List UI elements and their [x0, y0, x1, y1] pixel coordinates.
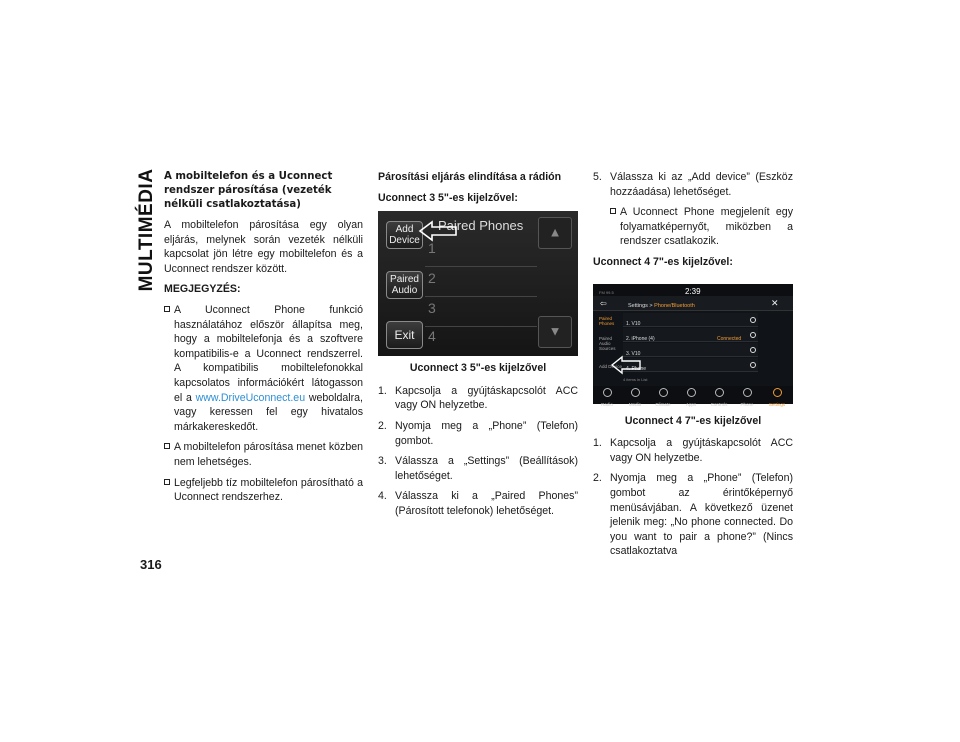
- nav-phone[interactable]: [737, 388, 757, 413]
- step-number: 5.: [593, 171, 602, 183]
- column-1: [164, 170, 363, 511]
- wrench-icon: [715, 388, 724, 397]
- gear-icon: [773, 388, 782, 397]
- list-item[interactable]: [425, 267, 537, 297]
- device-name: 1. V10: [626, 320, 641, 327]
- step-number: 3.: [378, 455, 387, 468]
- radio-status: FM 99.5: [599, 289, 614, 295]
- step-item: [378, 384, 578, 413]
- column-3: [593, 170, 793, 565]
- nav-controls[interactable]: [709, 388, 729, 413]
- step-5-bullet: A Uconnect Phone megjelenít egy folyamatképernyőt, miközben a rendszer csatlakozik.: [610, 205, 793, 249]
- row-number: 2: [428, 270, 436, 287]
- step-item: [593, 170, 793, 199]
- nav-label: Climate: [655, 401, 671, 407]
- step-text: Kapcsolja a gyújtáskapcsolót ACC vagy ON helyzetbe.: [395, 384, 578, 412]
- sidebar-item-add-device[interactable]: Add Device: [599, 363, 623, 369]
- close-icon[interactable]: ✕: [771, 297, 779, 308]
- radio-icon: [750, 332, 756, 338]
- clock: 2:39: [685, 286, 701, 296]
- note-bullet-1: [164, 303, 363, 434]
- breadcrumb: [628, 299, 695, 314]
- note-label: MEGJEGYZÉS:: [164, 283, 241, 296]
- phone-icon: [743, 388, 752, 397]
- nav-label: Radio: [601, 401, 613, 407]
- settings-header: [593, 296, 793, 311]
- uconnect4-caption: Uconnect 4 7"-es kijelzővel: [624, 414, 762, 427]
- radio-icon: [750, 347, 756, 353]
- breadcrumb-prefix: Settings >: [628, 302, 655, 309]
- paired-phones-title: Paired Phones: [438, 218, 524, 234]
- row-number: 3: [428, 300, 436, 317]
- nav-climate[interactable]: [653, 388, 673, 413]
- procedure-heading: Párosítási eljárás elindítása a rádión: [378, 171, 562, 183]
- connected-status: Connected: [717, 335, 742, 342]
- device-name: 3. V10: [626, 350, 641, 357]
- apps-icon: [687, 388, 696, 397]
- uconnect4-subheading: Uconnect 4 7"-es kijelzővel:: [593, 255, 733, 268]
- device-name: 2. iPhone (4): [626, 335, 655, 342]
- menu-bar: [593, 386, 793, 407]
- nav-radio[interactable]: [597, 388, 617, 413]
- note-bullet-2: A mobiltelefon párosítása menet közben nem lehetséges.: [164, 440, 363, 469]
- table-row[interactable]: [623, 343, 758, 357]
- exit-button[interactable]: Exit: [386, 321, 423, 349]
- step-number: 1.: [593, 437, 602, 450]
- sidebar-item-paired-audio[interactable]: Paired Audio Sources: [599, 335, 616, 351]
- scroll-up-button[interactable]: [538, 217, 572, 249]
- step-text: Válassza ki a „Paired Phones” (Párosított telefonok) lehetőséget.: [395, 490, 578, 517]
- arrow-left-icon: [418, 221, 458, 241]
- page-number: 316: [140, 557, 162, 572]
- section-heading: A mobiltelefon és a Uconnect rendszer párosítása (vezeték nélküli csatlakoztatása): [164, 171, 333, 210]
- row-number: 1: [428, 240, 436, 257]
- arrow-left-icon: [611, 356, 641, 374]
- uconnect3-subheading: Uconnect 3 5"-es kijelzővel:: [378, 191, 518, 204]
- uconnect4-screenshot: [593, 284, 793, 407]
- table-row[interactable]: [623, 328, 758, 342]
- nav-label: Controls: [710, 401, 728, 407]
- step-number: 2.: [378, 419, 387, 432]
- section-tab: [134, 170, 160, 290]
- section-tab-label: MULTIMÉDIA: [136, 168, 157, 292]
- step-item: [378, 489, 578, 518]
- climate-icon: [659, 388, 668, 397]
- items-count: 4 items in List: [623, 376, 648, 382]
- list-item[interactable]: [425, 325, 537, 354]
- status-bar: [593, 284, 793, 296]
- step-item: [378, 454, 578, 483]
- step-text: Válassza a „Settings” (Beállítások) lehetőséget.: [395, 455, 578, 482]
- step-item: [593, 471, 793, 559]
- radio-icon: [750, 362, 756, 368]
- driveuconnect-link[interactable]: www.DriveUconnect.eu: [195, 391, 306, 404]
- paired-audio-button[interactable]: Paired Audio: [386, 271, 423, 299]
- radio-icon: [603, 388, 612, 397]
- step-number: 4.: [378, 490, 387, 503]
- breadcrumb-current: Phone/Bluetooth: [654, 302, 695, 309]
- table-row[interactable]: [623, 313, 758, 327]
- nav-label: Media: [628, 401, 642, 407]
- note-bullet-3: Legfeljebb tíz mobiltelefon párosítható a Uconnect rendszerhez.: [164, 476, 363, 505]
- device-name: 4. Phone: [626, 365, 647, 372]
- row-number: 4: [428, 328, 436, 345]
- list-item[interactable]: [425, 297, 537, 327]
- note-bullet-1-tail: weboldalra, vagy keressen fel egy hivatalos márkakereskedőt.: [174, 391, 363, 433]
- nav-label: Apps: [685, 401, 697, 407]
- step-text: Kapcsolja a gyújtáskapcsolót ACC vagy ON helyzetbe.: [610, 437, 793, 464]
- nav-media[interactable]: [625, 388, 645, 413]
- scroll-down-button[interactable]: [538, 316, 572, 348]
- sidebar-item-paired-phones[interactable]: Paired Phones: [599, 315, 615, 326]
- table-row[interactable]: [623, 358, 758, 372]
- list-item[interactable]: [425, 237, 537, 267]
- uconnect3-caption: Uconnect 3 5"-es kijelzővel: [409, 362, 547, 375]
- radio-icon: [750, 317, 756, 323]
- step-item: [593, 436, 793, 465]
- uconnect3-screenshot: [378, 211, 578, 356]
- step-text: Nyomja meg a „Phone” (Telefon) gombot az érintőképernyő menüsávjában. A következő üzenet jelenik meg: „No phone connected. Do you want to pair a phone?” (Nincs csatlakoztatva: [610, 472, 793, 558]
- nav-label: Phone: [740, 401, 754, 407]
- back-arrow-icon[interactable]: ⇦: [600, 298, 607, 308]
- column-2: [378, 170, 578, 525]
- nav-apps[interactable]: [681, 388, 701, 413]
- triangle-down-icon: ▼: [548, 323, 562, 339]
- nav-settings[interactable]: [767, 388, 787, 413]
- intro-paragraph: A mobiltelefon párosítása egy olyan eljárás, melynek során vezeték nélküli kapcsolat jön létre egy mobiltelefon és a Uconnect rendszer között.: [164, 219, 363, 275]
- music-note-icon: [631, 388, 640, 397]
- step-number: 2.: [593, 472, 602, 485]
- triangle-up-icon: ▲: [548, 224, 562, 240]
- step-text: Nyomja meg a „Phone” (Telefon) gombot.: [395, 419, 578, 447]
- step-number: 1.: [378, 384, 387, 397]
- step-text: Válassza ki az „Add device” (Eszköz hozzáadása) lehetőséget.: [610, 171, 793, 198]
- add-device-button[interactable]: Add Device: [386, 221, 423, 249]
- nav-label: Settings: [768, 401, 786, 407]
- step-item: [378, 419, 578, 448]
- note-bullet-1-text: A Uconnect Phone funkció használatához először állapítsa meg, hogy a mobiltelefonja és a szoftvere kompatibilis-e a Uconnect rendszerrel. A kompatibilis mobiltelefonokkal kapcsolatos információkért látogasson el a: [174, 303, 363, 404]
